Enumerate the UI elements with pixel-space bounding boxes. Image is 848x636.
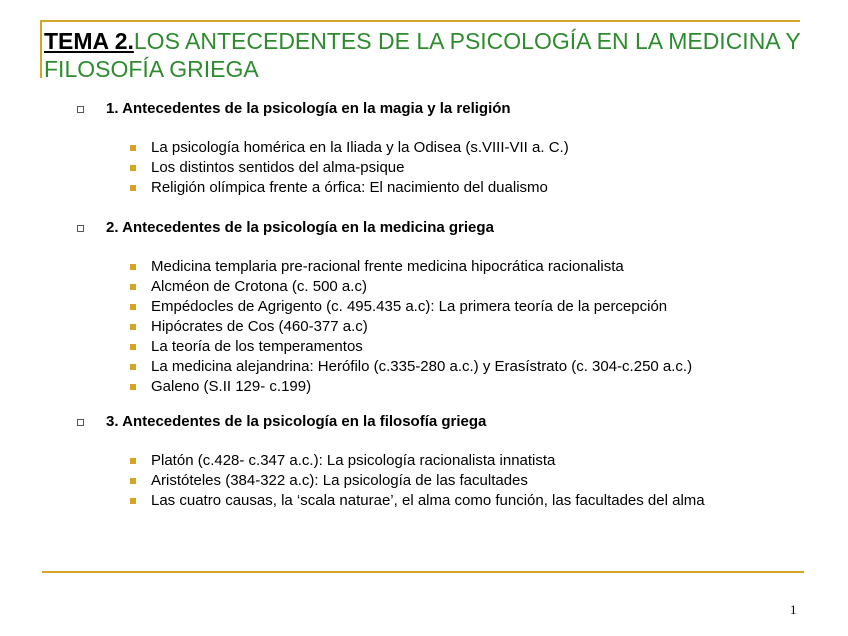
title-prefix: TEMA 2. — [44, 28, 134, 54]
square-bullet-icon — [77, 106, 84, 113]
top-rule — [40, 20, 800, 22]
square-bullet-icon — [130, 185, 136, 191]
square-bullet-icon — [77, 419, 84, 426]
square-bullet-icon — [130, 384, 136, 390]
square-bullet-icon — [130, 478, 136, 484]
square-bullet-icon — [130, 264, 136, 270]
section-heading: 2. Antecedentes de la psicología en la medicina griega — [106, 219, 494, 236]
list-item: Aristóteles (384-322 a.c): La psicología de las facultades — [0, 471, 848, 491]
slide-title — [44, 27, 834, 83]
top-rule-tick — [40, 20, 42, 78]
section-heading: 3. Antecedentes de la psicología en la filosofía griega — [106, 413, 487, 430]
square-bullet-icon — [130, 145, 136, 151]
square-bullet-icon — [130, 364, 136, 370]
list-item: Empédocles de Agrigento (c. 495.435 a.c): La primera teoría de la percepción — [0, 297, 848, 317]
title-text: LOS ANTECEDENTES DE LA PSICOLOGÍA EN LA MEDICINA Y FILOSOFÍA GRIEGA — [44, 28, 801, 82]
square-bullet-icon — [77, 225, 84, 232]
list-item: Hipócrates de Cos (460-377 a.c) — [0, 317, 848, 337]
square-bullet-icon — [130, 165, 136, 171]
list-item: La medicina alejandrina: Herófilo (c.335-280 a.c.) y Erasístrato (c. 304-c.250 a.c.) — [0, 357, 848, 377]
bottom-rule — [42, 571, 804, 573]
list-item: Platón (c.428- c.347 a.c.): La psicología racionalista innatista — [0, 451, 848, 471]
list-item: La psicología homérica en la Iliada y la Odisea (s.VIII-VII a. C.) — [0, 138, 848, 158]
list-item: Los distintos sentidos del alma-psique — [0, 158, 848, 178]
square-bullet-icon — [130, 458, 136, 464]
section-items — [0, 138, 848, 198]
square-bullet-icon — [130, 304, 136, 310]
square-bullet-icon — [130, 284, 136, 290]
square-bullet-icon — [130, 324, 136, 330]
square-bullet-icon — [130, 498, 136, 504]
section-items — [0, 257, 848, 397]
section-items — [0, 451, 848, 511]
list-item: Medicina templaria pre-racional frente medicina hipocrática racionalista — [0, 257, 848, 277]
list-item: Alcméon de Crotona (c. 500 a.c) — [0, 277, 848, 297]
list-item: La teoría de los temperamentos — [0, 337, 848, 357]
list-item: Las cuatro causas, la ‘scala naturae’, el alma como función, las facultades del alma — [0, 491, 848, 511]
list-item: Religión olímpica frente a órfica: El nacimiento del dualismo — [0, 178, 848, 198]
page-number: 1 — [790, 602, 797, 617]
square-bullet-icon — [130, 344, 136, 350]
list-item: Galeno (S.II 129- c.199) — [0, 377, 848, 397]
section-heading: 1. Antecedentes de la psicología en la magia y la religión — [106, 100, 511, 117]
